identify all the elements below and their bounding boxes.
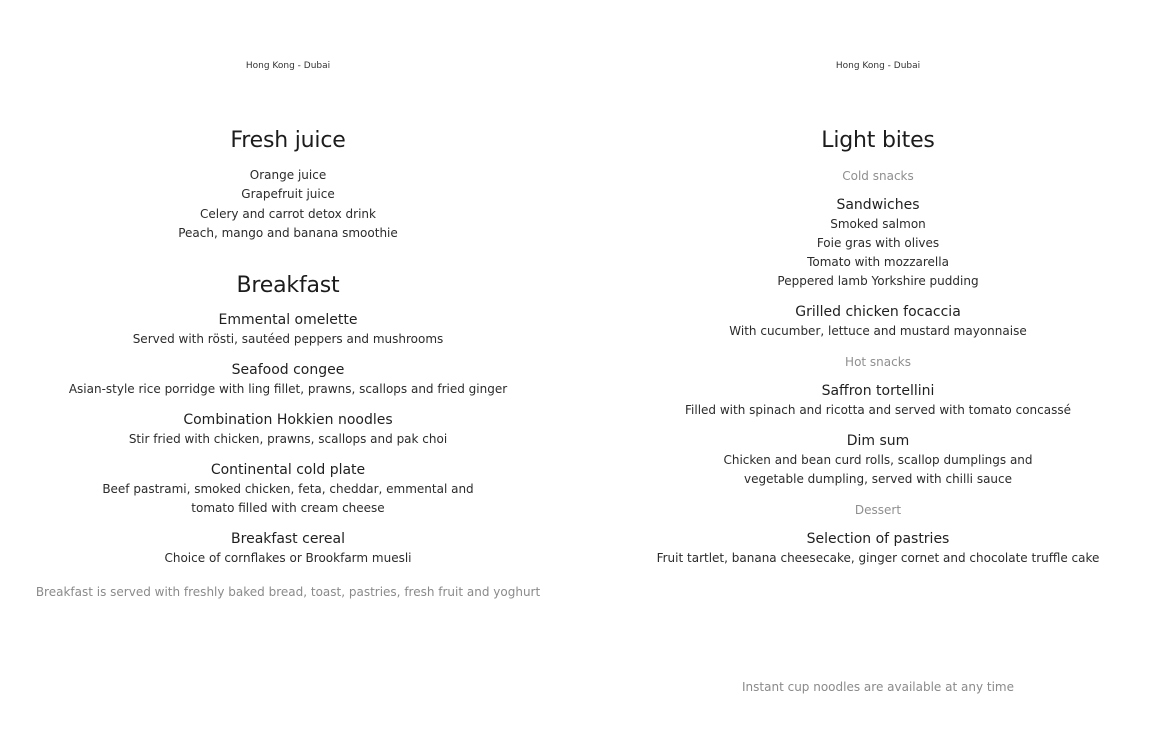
breakfast-items [0, 311, 576, 568]
list-item: Celery and carrot detox drink [200, 206, 376, 221]
category-cold-snacks: Cold snacks [842, 169, 914, 183]
light-bites-title: Light bites [821, 128, 935, 153]
breakfast-note: Breakfast is served with freshly baked bread, toast, pastries, fresh fruit and yoghurt [35, 585, 541, 600]
item-description: tomato filled with cream cheese [191, 501, 385, 516]
list-item: Grapefruit juice [241, 187, 335, 202]
item-name: Emmental omelette [218, 312, 358, 329]
menu-item-hokkien-noodles [0, 411, 576, 449]
menu-item-saffron-tortellini [589, 382, 1167, 420]
right-content [589, 126, 1167, 568]
menu-item-breakfast-cereal [0, 530, 576, 568]
item-name: Seafood congee [231, 362, 345, 379]
menu-item-dim-sum [589, 432, 1167, 489]
item-description: Served with rösti, sautéed peppers and mushrooms [132, 332, 444, 347]
item-description: Filled with spinach and ricotta and served with tomato concassé [685, 403, 1071, 417]
list-item: Orange juice [249, 168, 327, 182]
fresh-juice-list [0, 166, 576, 243]
left-menu-page [0, 0, 576, 755]
left-content [0, 126, 576, 602]
item-description: vegetable dumpling, served with chilli sauce [743, 472, 1013, 486]
item-name: Combination Hokkien noodles [183, 412, 393, 429]
item-description: Tomato with mozzarella [807, 255, 949, 269]
item-name: Dim sum [846, 433, 910, 449]
item-description: Stir fried with chicken, prawns, scallops and pak choi [128, 432, 448, 447]
item-name: Breakfast cereal [231, 531, 345, 548]
item-name: Selection of pastries [806, 531, 950, 547]
menu-item-sandwiches [589, 196, 1167, 291]
category-hot-snacks: Hot snacks [845, 355, 911, 369]
menu-item-grilled-chicken-focaccia [589, 303, 1167, 341]
category-dessert: Dessert [854, 503, 902, 517]
item-name: Continental cold plate [210, 462, 366, 479]
right-menu-page [589, 0, 1167, 755]
menu-item-selection-of-pastries [589, 530, 1167, 568]
item-name: Grilled chicken focaccia [795, 304, 961, 320]
item-description: With cucumber, lettuce and mustard mayonnaise [729, 324, 1027, 338]
item-name: Saffron tortellini [821, 383, 935, 399]
fresh-juice-title: Fresh juice [230, 128, 346, 153]
route-label: Hong Kong - Dubai [245, 61, 331, 71]
breakfast-title: Breakfast [236, 273, 340, 299]
item-description: Peppered lamb Yorkshire pudding [777, 274, 979, 288]
item-description: Choice of cornflakes or Brookfarm muesli [164, 551, 412, 566]
menu-item-seafood-congee [0, 361, 576, 399]
menu-item-emmental-omelette [0, 311, 576, 349]
item-name: Sandwiches [836, 197, 920, 213]
item-description: Beef pastrami, smoked chicken, feta, cheddar, emmental and [102, 482, 474, 497]
route-label: Hong Kong - Dubai [835, 61, 921, 71]
instant-noodles-note: Instant cup noodles are available at any time [742, 680, 1014, 694]
item-description: Fruit tartlet, banana cheesecake, ginger cornet and chocolate truffle cake [656, 551, 1100, 565]
item-description: Smoked salmon [830, 217, 926, 231]
menu-item-continental-cold-plate [0, 461, 576, 518]
item-description: Asian-style rice porridge with ling fillet, prawns, scallops and fried ginger [68, 382, 508, 397]
list-item: Peach, mango and banana smoothie [178, 225, 398, 240]
item-description: Foie gras with olives [816, 236, 940, 250]
item-description: Chicken and bean curd rolls, scallop dumplings and [723, 453, 1033, 467]
